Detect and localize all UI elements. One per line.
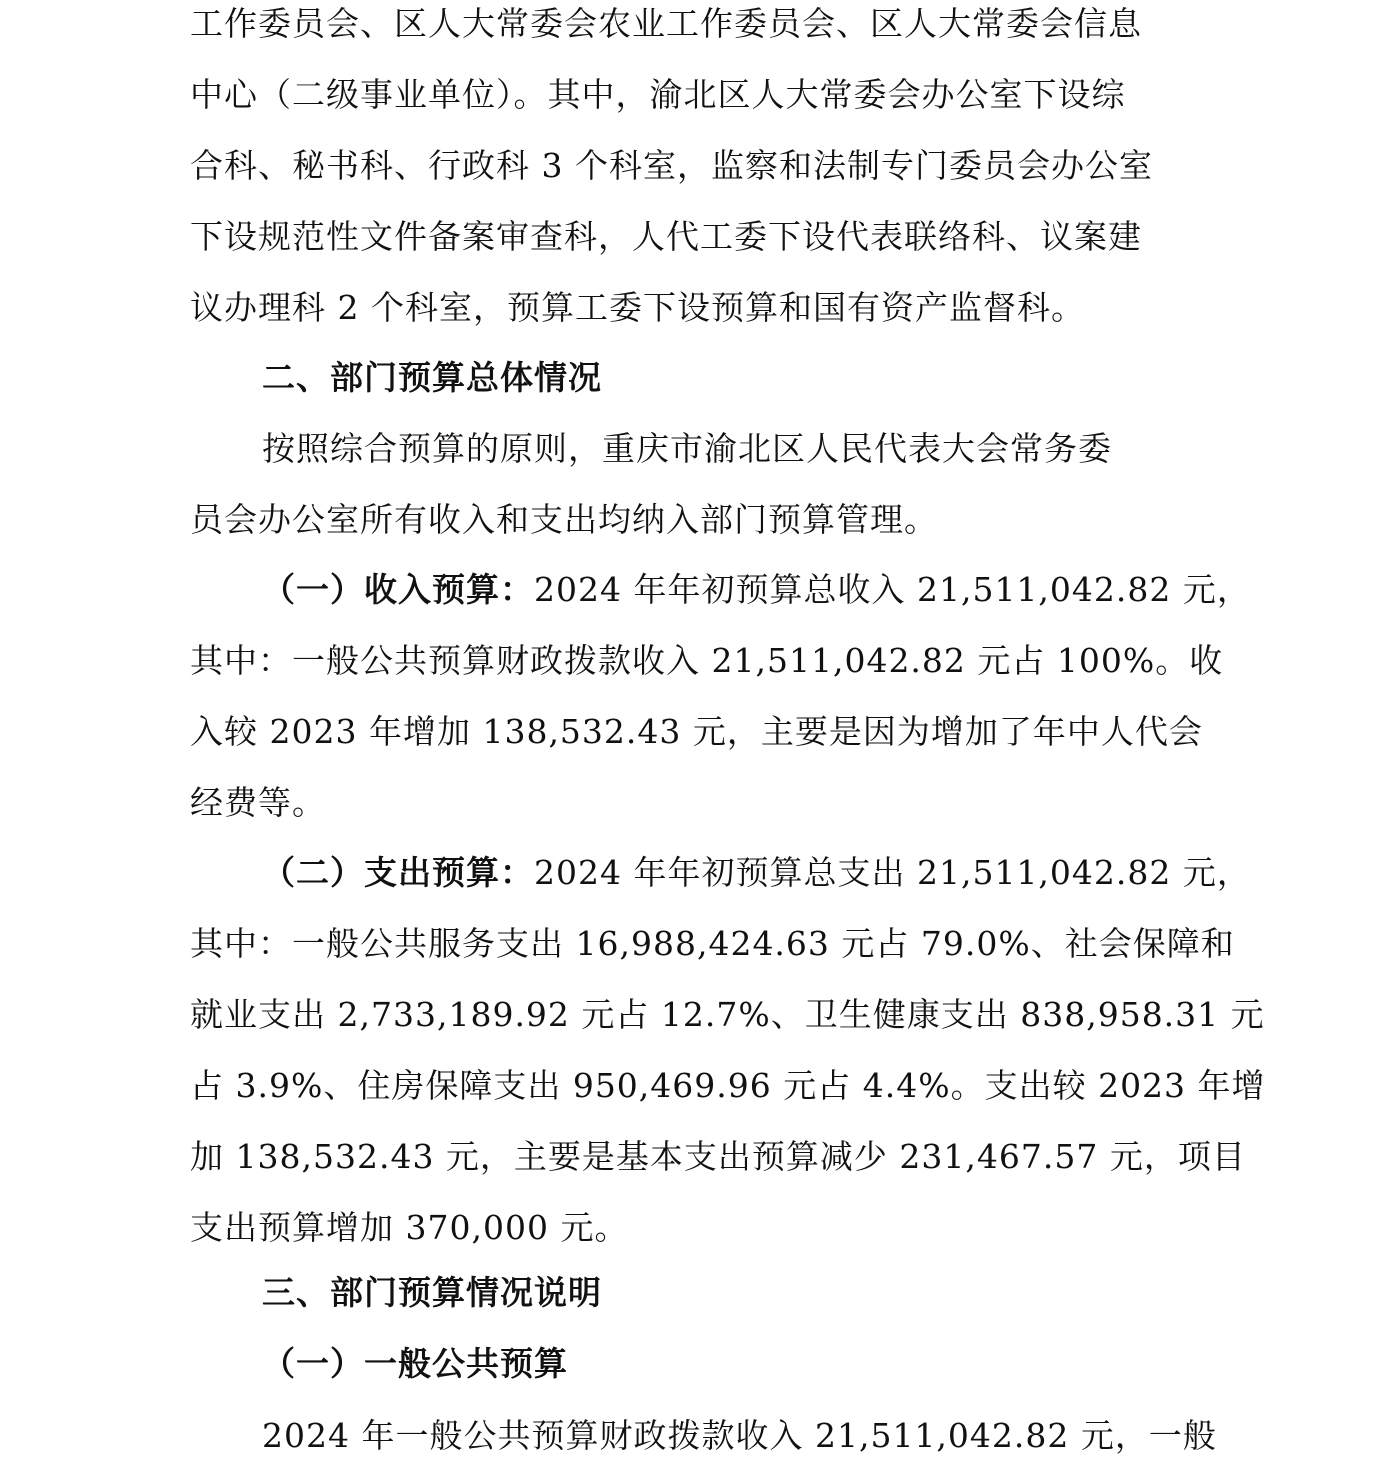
income-first-line-text: 2024 年年初预算总收入 21,511,042.82 元， <box>534 570 1251 609</box>
paragraph-line: 员会办公室所有收入和支出均纳入部门预算管理。 <box>190 500 938 539</box>
overall-budget-paragraph <box>190 413 1230 555</box>
intro-line: 工作委员会、区人大常委会农业工作委员会、区人大常委会信息 <box>190 4 1142 43</box>
income-label: （一）收入预算： <box>262 570 534 609</box>
intro-line: 下设规范性文件备案审查科，人代工委下设代表联络科、议案建 <box>190 217 1142 256</box>
expense-line: 占 3.9%、住房保障支出 950,469.96 元占 4.4%。支出较 2023 年增 <box>190 1066 1266 1105</box>
expense-first-line-text: 2024 年年初预算总支出 21,511,042.82 元， <box>534 853 1251 892</box>
section-heading-budget-explanation: 三、部门预算情况说明 <box>262 1273 602 1312</box>
expense-first-line <box>190 837 1251 908</box>
expense-label: （二）支出预算： <box>262 853 534 892</box>
sub-heading-general-public-budget: （一）一般公共预算 <box>262 1344 568 1383</box>
intro-line: 议办理科 2 个科室，预算工委下设预算和国有资产监督科。 <box>190 288 1085 327</box>
section-heading-overall-budget: 二、部门预算总体情况 <box>262 358 602 397</box>
expense-line: 其中：一般公共服务支出 16,988,424.63 元占 79.0%、社会保障和 <box>190 924 1235 963</box>
intro-paragraph <box>190 0 1230 343</box>
income-line: 其中：一般公共预算财政拨款收入 21,511,042.82 元占 100%。收 <box>190 641 1224 680</box>
intro-line: 合科、秘书科、行政科 3 个科室，监察和法制专门委员会办公室 <box>190 146 1153 185</box>
expense-line: 加 138,532.43 元，主要是基本支出预算减少 231,467.57 元，项目 <box>190 1137 1246 1176</box>
intro-line: 中心（二级事业单位）。其中，渝北区人大常委会办公室下设综 <box>190 75 1126 114</box>
expense-line: 就业支出 2,733,189.92 元占 12.7%、卫生健康支出 838,958.31 元 <box>190 995 1265 1034</box>
general-budget-paragraph <box>262 1400 1230 1471</box>
income-budget-paragraph <box>190 554 1251 838</box>
income-line: 经费等。 <box>190 783 326 822</box>
expense-budget-paragraph <box>190 837 1266 1263</box>
general-budget-line: 2024 年一般公共预算财政拨款收入 21,511,042.82 元，一般 <box>262 1416 1217 1455</box>
income-line: 入较 2023 年增加 138,532.43 元，主要是因为增加了年中人代会 <box>190 712 1203 751</box>
paragraph-line: 按照综合预算的原则，重庆市渝北区人民代表大会常务委 <box>262 429 1112 468</box>
expense-line: 支出预算增加 370,000 元。 <box>190 1208 629 1247</box>
income-first-line <box>190 554 1251 625</box>
